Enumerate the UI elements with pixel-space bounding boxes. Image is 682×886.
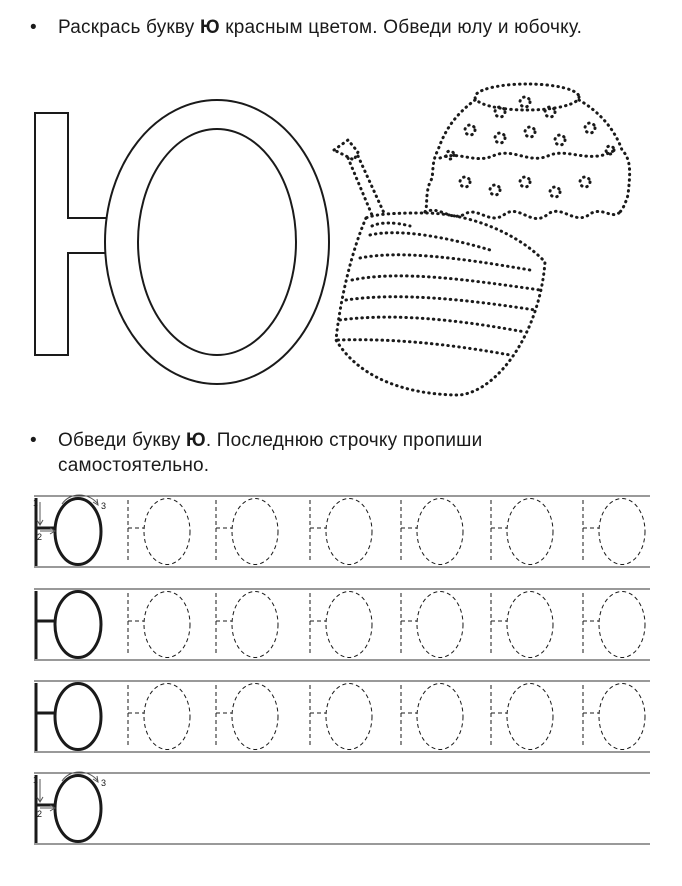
trace-yu-oval [417,684,463,750]
letter-yu-bold: Ю [186,430,206,451]
stroke-number: 1 [33,498,39,508]
trace-yu-oval [144,684,190,750]
stroke-number: 2 [37,809,43,819]
trace-yu-oval [326,499,372,565]
trace-yu-oval [144,592,190,658]
trace-yu-oval [232,499,278,565]
spinning-top-dotted [334,140,545,395]
skirt-dotted [425,84,630,219]
trace-yu-oval [417,499,463,565]
trace-yu-oval [326,592,372,658]
big-letter-yu-outline [35,100,329,384]
trace-yu-oval [232,684,278,750]
practice-rows [33,495,650,844]
stroke-number: 3 [101,501,107,511]
example-yu-oval [55,776,101,842]
example-yu-oval [55,592,101,658]
letter-yu-bold: Ю [199,17,220,38]
trace-yu-oval [326,684,372,750]
trace-yu-oval [599,684,645,750]
example-yu-oval [55,684,101,750]
trace-yu-oval [507,684,553,750]
trace-yu-oval [599,592,645,658]
trace-yu-oval [507,592,553,658]
stroke-number: 1 [33,775,39,785]
trace-yu-oval [599,499,645,565]
trace-yu-oval [507,499,553,565]
stroke-number: 3 [101,778,107,788]
bullet: • [30,430,37,451]
task-1-text: Раскрась букву Ю красным цветом. Обведи юлу и юбочку. [58,17,583,38]
trace-yu-oval [417,592,463,658]
example-yu-oval [55,499,101,565]
bullet: • [30,17,37,38]
trace-yu-oval [232,592,278,658]
task-2-text: Обведи букву Ю. Последнюю строчку пропиши самостоятельно. [58,430,483,476]
stroke-number: 2 [37,532,43,542]
trace-yu-oval [144,499,190,565]
